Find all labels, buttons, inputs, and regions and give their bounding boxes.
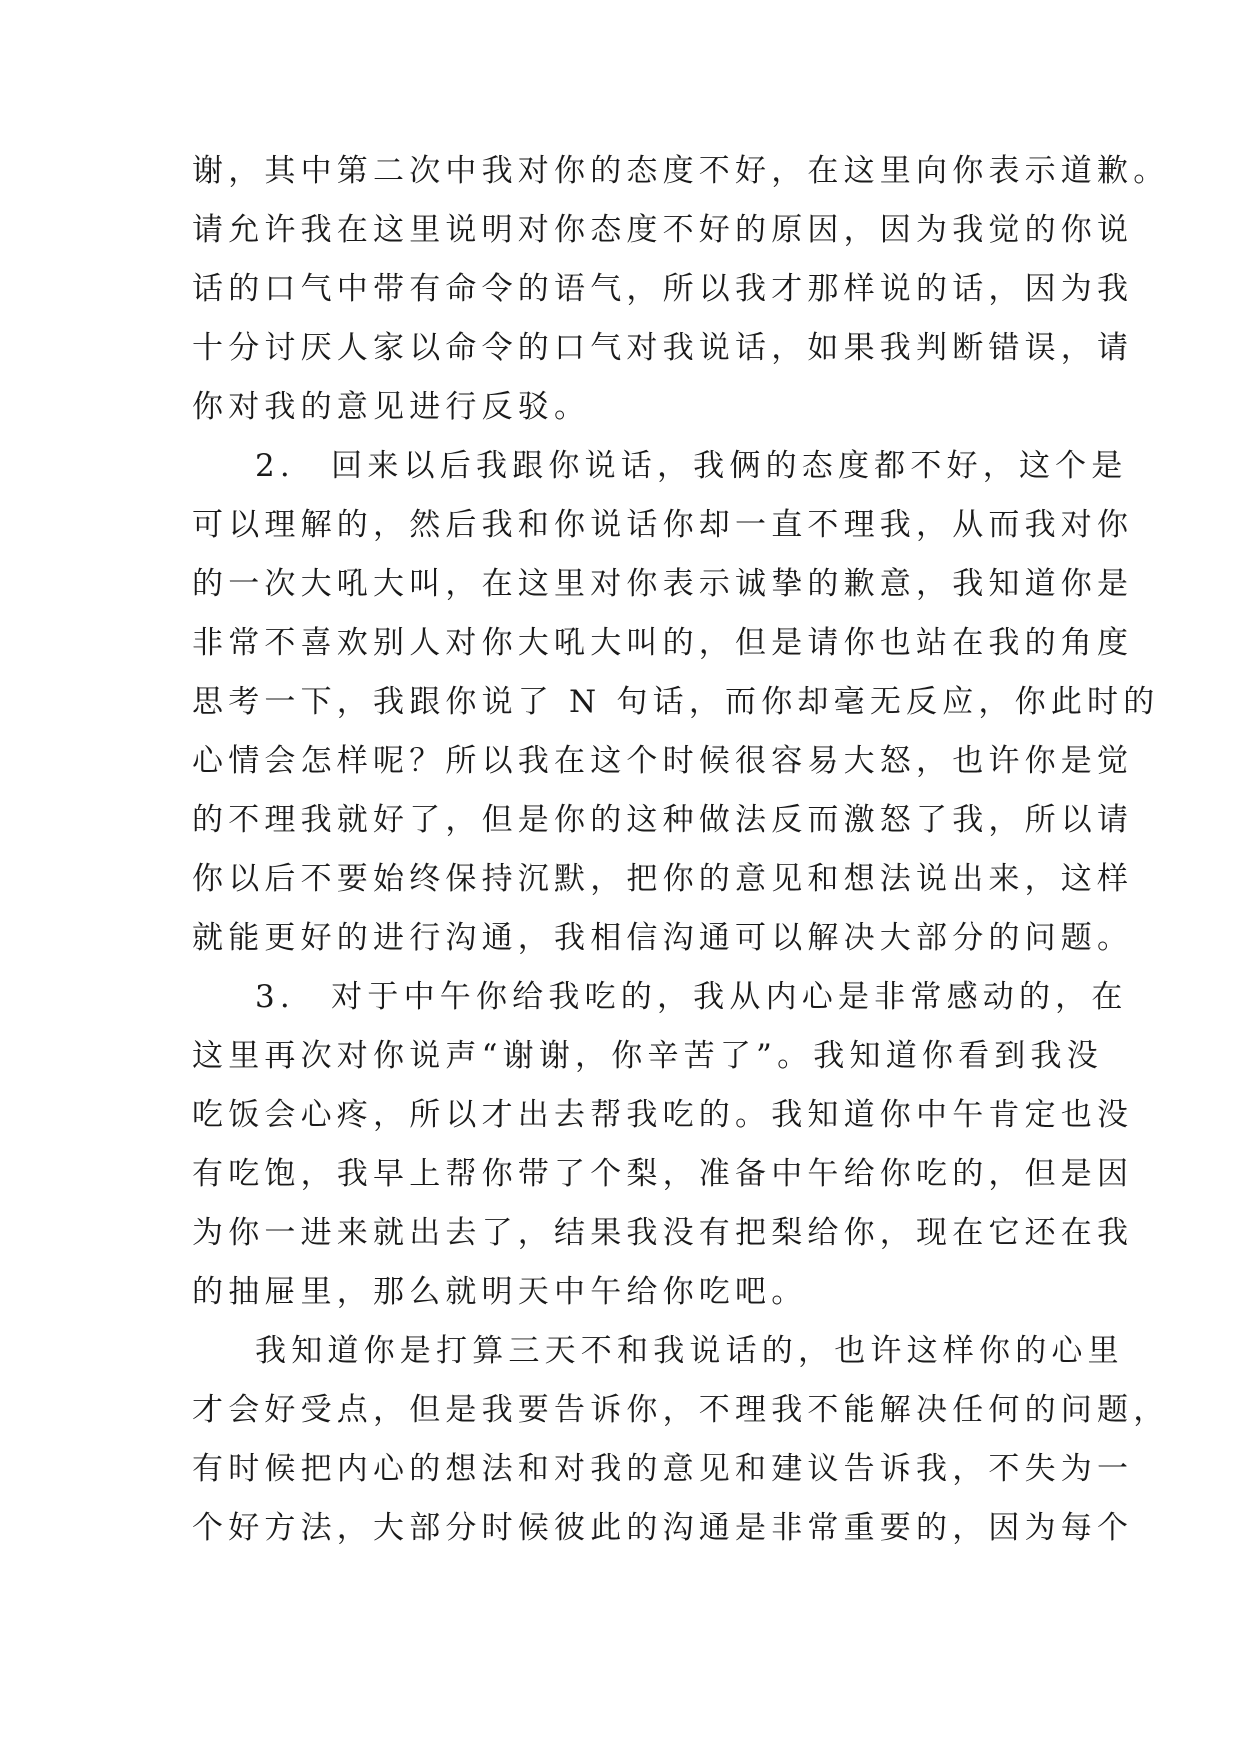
text-line: 的一次大吼大叫，在这里对你表示诚挚的歉意，我知道你是 — [192, 566, 1134, 602]
text-line: 非常不喜欢别人对你大吼大叫的，但是请你也站在我的角度 — [192, 625, 1134, 661]
text-line: 这里再次对你说声“谢谢，你辛苦了”。我知道你看到我没 — [192, 1038, 1103, 1074]
text-line: 个好方法，大部分时候彼此的沟通是非常重要的，因为每个 — [192, 1510, 1134, 1546]
document-body — [192, 142, 1170, 1558]
text-line: 请允许我在这里说明对你态度不好的原因，因为我觉的你说 — [192, 212, 1134, 248]
text-line: 吃饭会心疼，所以才出去帮我吃的。我知道你中午肯定也没 — [192, 1097, 1134, 1133]
text-line: 的不理我就好了，但是你的这种做法反而激怒了我，所以请 — [192, 802, 1134, 838]
text-line: 3. 对于中午你给我吃的，我从内心是非常感动的，在 — [255, 979, 1128, 1015]
text-line: 才会好受点，但是我要告诉你，不理我不能解决任何的问题， — [192, 1392, 1170, 1428]
text-line: 可以理解的，然后我和你说话你却一直不理我，从而我对你 — [192, 507, 1134, 543]
text-line: 有时候把内心的想法和对我的意见和建议告诉我，不失为一 — [192, 1451, 1134, 1487]
text-line: 我知道你是打算三天不和我说话的，也许这样你的心里 — [255, 1333, 1124, 1369]
text-line: 心情会怎样呢？所以我在这个时候很容易大怒，也许你是觉 — [192, 743, 1134, 779]
text-line: 为你一进来就出去了，结果我没有把梨给你，现在它还在我 — [192, 1215, 1134, 1251]
text-line: 思考一下，我跟你说了 N 句话，而你却毫无反应，你此时的 — [192, 684, 1160, 720]
text-line: 谢，其中第二次中我对你的态度不好，在这里向你表示道歉。 — [192, 153, 1170, 189]
text-line: 你以后不要始终保持沉默，把你的意见和想法说出来，这样 — [192, 861, 1134, 897]
text-line: 2. 回来以后我跟你说话，我俩的态度都不好，这个是 — [255, 448, 1128, 484]
text-line: 话的口气中带有命令的语气，所以我才那样说的话，因为我 — [192, 271, 1134, 307]
document-page — [192, 142, 1170, 1558]
text-line: 就能更好的进行沟通，我相信沟通可以解决大部分的问题。 — [192, 920, 1134, 956]
text-line: 有吃饱，我早上帮你带了个梨，准备中午给你吃的，但是因 — [192, 1156, 1134, 1192]
text-line: 你对我的意见进行反驳。 — [192, 389, 591, 425]
text-line: 的抽屉里，那么就明天中午给你吃吧。 — [192, 1274, 808, 1310]
text-line: 十分讨厌人家以命令的口气对我说话，如果我判断错误，请 — [192, 330, 1134, 366]
